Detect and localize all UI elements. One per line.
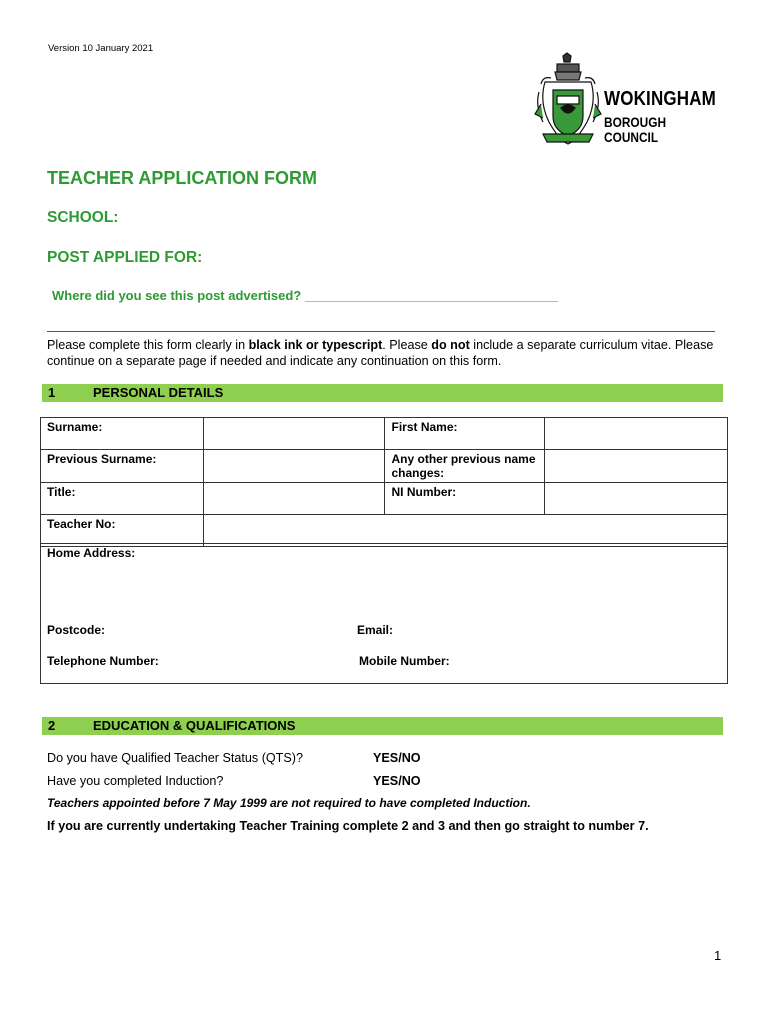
instructions-text-2: . Please <box>382 338 432 352</box>
section-1-header <box>42 384 723 402</box>
ni-number-field[interactable] <box>545 483 728 515</box>
home-address-label: Home Address: <box>47 546 136 560</box>
section-1-number: 1 <box>48 385 56 400</box>
title-field[interactable] <box>203 483 385 515</box>
section-1-title: PERSONAL DETAILS <box>93 385 224 400</box>
instructions-text-1: Please complete this form clearly in <box>47 338 249 352</box>
qts-question: Do you have Qualified Teacher Status (QTS)? <box>47 751 303 765</box>
crest-icon <box>533 52 603 148</box>
qts-answer[interactable]: YES/NO <box>373 751 421 765</box>
title-label: Title: <box>41 483 204 515</box>
postcode-label: Postcode: <box>47 623 106 637</box>
surname-label: Surname: <box>41 418 204 450</box>
divider-line <box>47 331 715 332</box>
council-logo <box>533 52 733 148</box>
training-instruction: If you are currently undertaking Teacher Training complete 2 and 3 and then go straight to number 7. <box>47 819 649 833</box>
page-number: 1 <box>714 948 722 963</box>
table-row <box>41 418 728 450</box>
instructions-paragraph <box>47 337 737 369</box>
table-row <box>41 450 728 483</box>
email-label: Email: <box>357 623 394 637</box>
telephone-label: Telephone Number: <box>47 654 159 668</box>
induction-answer[interactable]: YES/NO <box>373 774 421 788</box>
logo-borough-council-text: BOROUGH COUNCIL <box>604 115 667 145</box>
instructions-bold-do-not: do not <box>431 338 470 352</box>
section-2-number: 2 <box>48 718 56 733</box>
table-row <box>41 515 728 547</box>
induction-note: Teachers appointed before 7 May 1999 are not required to have completed Induction. <box>47 796 531 810</box>
personal-details-table <box>40 417 728 547</box>
address-box[interactable] <box>40 543 728 684</box>
first-name-field[interactable] <box>545 418 728 450</box>
form-title: TEACHER APPLICATION FORM <box>47 168 317 188</box>
section-2-header <box>42 717 723 735</box>
post-applied-label: POST APPLIED FOR: <box>47 249 203 266</box>
mobile-label: Mobile Number: <box>359 654 450 668</box>
surname-field[interactable] <box>203 418 385 450</box>
previous-surname-label: Previous Surname: <box>41 450 204 483</box>
teacher-no-label: Teacher No: <box>41 515 204 547</box>
version-text: Version 10 January 2021 <box>48 43 154 54</box>
school-label: SCHOOL: <box>47 209 119 226</box>
teacher-no-field[interactable] <box>203 515 727 547</box>
first-name-label: First Name: <box>385 418 545 450</box>
instructions-bold-ink: black ink or typescript <box>248 338 383 352</box>
other-names-label: Any other previous name changes: <box>385 450 545 483</box>
ni-number-label: NI Number: <box>385 483 545 515</box>
other-names-field[interactable] <box>545 450 728 483</box>
previous-surname-field[interactable] <box>203 450 385 483</box>
instructions-text-3: include a separate curriculum vitae. Please continue on a separate page if needed and indicate any continuation on this form. <box>47 338 714 368</box>
advert-question: Where did you see this post advertised? ___________________________________ <box>52 288 558 303</box>
table-row <box>41 483 728 515</box>
section-2-title: EDUCATION & QUALIFICATIONS <box>93 718 296 733</box>
logo-wokingham-text: WOKINGHAM <box>604 88 717 110</box>
induction-question: Have you completed Induction? <box>47 774 224 788</box>
